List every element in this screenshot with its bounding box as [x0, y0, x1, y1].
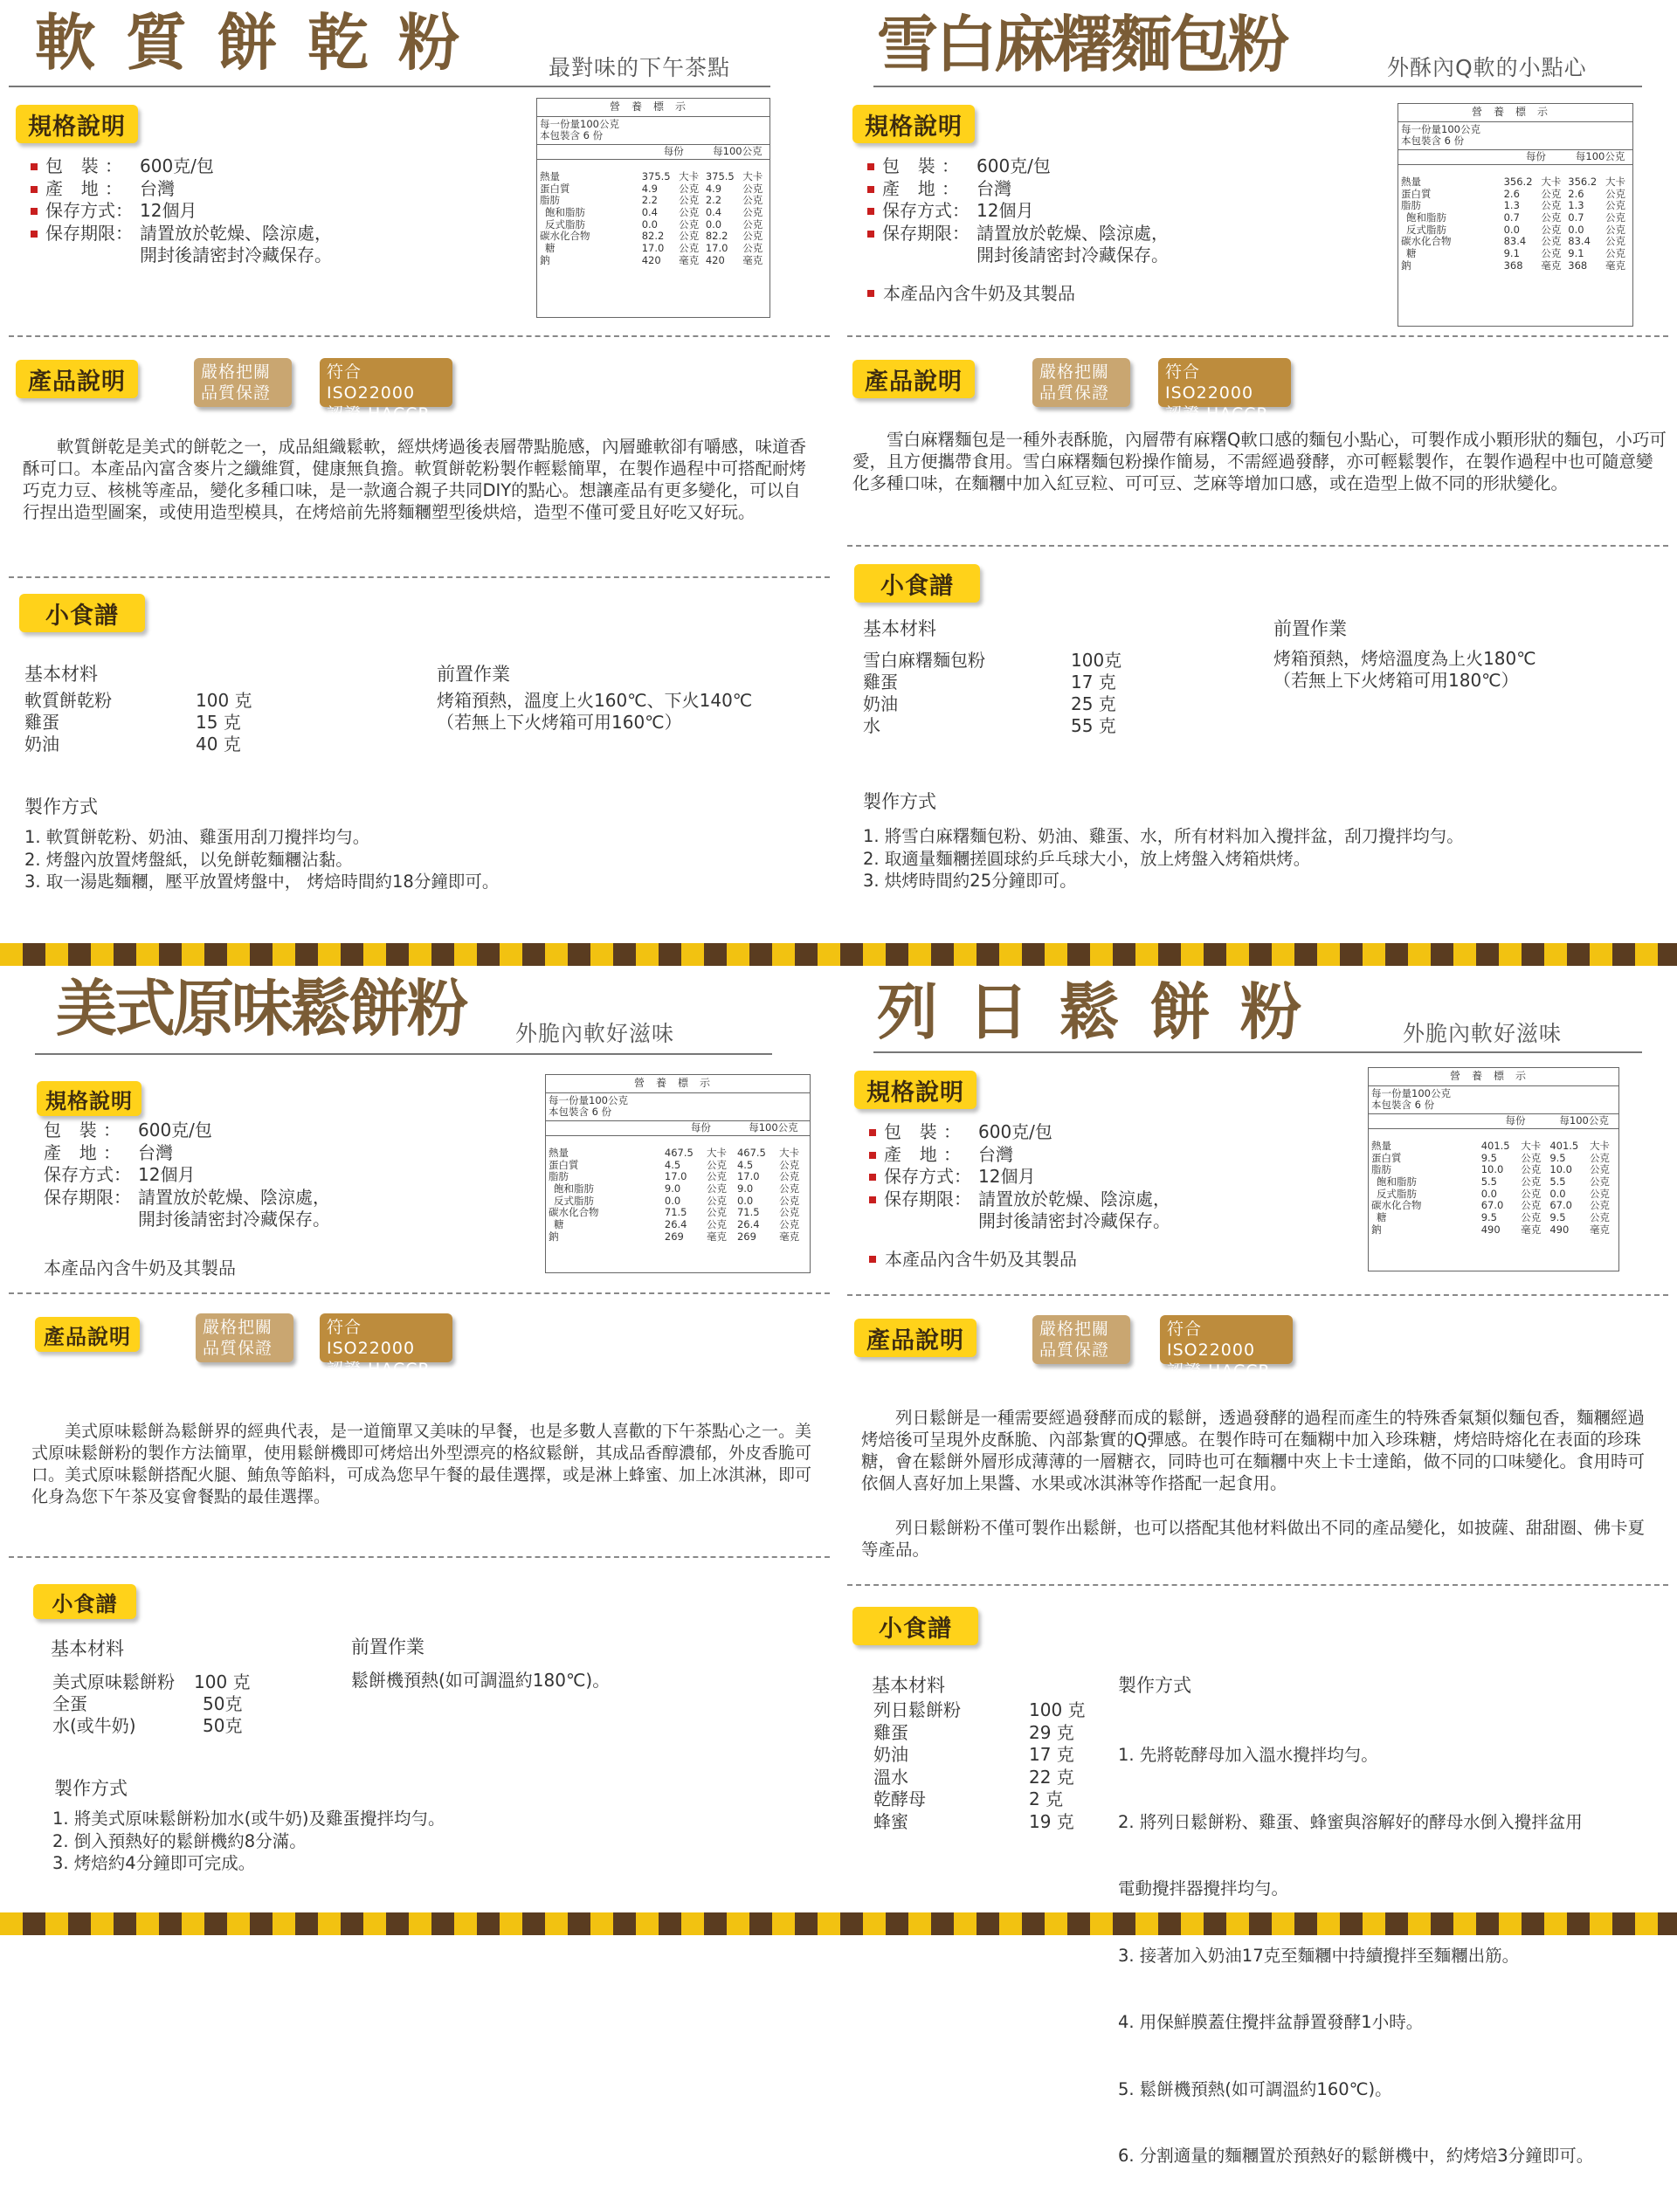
spec-list: 包 裝： 600克/包 產 地： 台灣 保存方式： 12個月 保存期限： 請置放於乾燥、陰涼處， 開封後請密封冷藏保存。	[28, 155, 332, 267]
ingredient-list: 雪白麻糬麵包粉 100克 雞蛋 17 克 奶油 25 克 水 55 克	[863, 650, 1122, 736]
nutrition-row: 脂肪 2.2 公克 2.2 公克	[540, 194, 763, 207]
quality-badge: 嚴格把關 品質保證	[196, 1313, 293, 1362]
certification-badge: 符合 ISO22000 認證 HACCP	[1158, 358, 1291, 407]
desc-header: 產品說明	[35, 1317, 140, 1352]
nutrition-serving: 每一份量100公克 本包裝含 6 份	[1369, 1086, 1618, 1114]
nutrition-row: 碳水化合物 82.2 公克 82.2 公克	[540, 230, 763, 243]
nutrition-row: 反式脂肪 0.0 公克 0.0 公克	[1406, 223, 1626, 236]
product-description: 美式原味鬆餅為鬆餅界的經典代表，是一道簡單又美味的早餐，也是多數人喜歡的下午茶點心之一。美式原味鬆餅粉的製作方法簡單，使用鬆餅機即可烤焙出外型漂亮的格紋鬆餅，其成品香醇濃郁，外皮香脆可口。美式原味鬆餅搭配火腿、鮪魚等餡料，可成為您早午餐的最佳選擇，或是淋上蜂蜜、加上冰淇淋，即可化身為您下午茶及宴會餐點的最佳選擇。	[31, 1422, 812, 1506]
section-divider	[9, 1292, 830, 1294]
nutrition-column-header: 每份 每100公克	[537, 145, 769, 160]
title-rule	[873, 86, 1642, 87]
nutrition-row: 蛋白質 9.5 公克 9.5 公克	[1371, 1151, 1610, 1164]
desc-header: 產品說明	[852, 360, 975, 398]
stripe-divider	[0, 943, 1677, 966]
nutrition-row: 鈉 420 毫克 420 毫克	[540, 253, 763, 266]
nutrition-row: 糖 17.0 公克 17.0 公克	[545, 242, 763, 255]
ingredients-header: 基本材料	[51, 1638, 124, 1659]
prep-text: 鬆餅機預熱(如可調溫約180℃)。	[351, 1670, 611, 1691]
nutrition-row: 反式脂肪 0.0 公克 0.0 公克	[545, 217, 763, 231]
certification-badge: 符合 ISO22000 認證 HACCP	[1160, 1315, 1293, 1364]
spec-header: 規格說明	[37, 1081, 141, 1116]
method-header: 製作方式	[1118, 1675, 1191, 1696]
ingredient-list: 列日鬆餅粉 100 克 雞蛋 29 克 奶油 17 克 溫水 22 克 乾酵母 2 克 蜂蜜 19 克	[873, 1699, 1086, 1832]
nutrition-serving: 每一份量100公克 本包裝含 6 份	[546, 1093, 810, 1121]
ingredients-header: 基本材料	[872, 1675, 945, 1696]
nutrition-row: 蛋白質 2.6 公克 2.6 公克	[1401, 187, 1626, 200]
nutrition-row: 飽和脂肪 5.5 公克 5.5 公克	[1377, 1175, 1610, 1188]
product-subtitle: 外脆內軟好滋味	[515, 1021, 675, 1046]
nutrition-row: 糖 9.1 公克 9.1 公克	[1406, 247, 1626, 260]
nutrition-serving: 每一份量100公克 本包裝含 6 份	[1398, 122, 1632, 150]
recipe-header: 小食譜	[854, 564, 980, 603]
nutrition-row: 脂肪 1.3 公克 1.3 公克	[1401, 199, 1626, 212]
section-divider	[847, 335, 1668, 337]
spec-list: 包 裝： 600克/包 產 地： 台灣 保存方式： 12個月 保存期限： 請置放於乾燥、陰涼處， 開封後請密封冷藏保存。	[866, 1121, 1170, 1233]
section-divider	[847, 1584, 1668, 1586]
product-panel-soft-cookie	[0, 0, 838, 943]
allergen-note: 本產品內含牛奶及其製品	[865, 279, 1075, 305]
spec-header: 規格說明	[16, 105, 138, 143]
certification-badge: 符合 ISO22000 認證 HACCP	[320, 358, 452, 407]
product-subtitle: 外脆內軟好滋味	[1403, 1021, 1563, 1046]
quality-badge: 嚴格把關 品質保證	[1032, 1315, 1130, 1364]
nutrition-title: 營養標示	[1369, 1068, 1618, 1086]
nutrition-row: 糖 26.4 公克 26.4 公克	[554, 1218, 800, 1231]
nutrition-column-header: 每份 每100公克	[546, 1121, 810, 1136]
nutrition-row: 碳水化合物 71.5 公克 71.5 公克	[549, 1206, 800, 1219]
nutrition-row: 熱量 375.5 大卡 375.5 大卡	[540, 169, 763, 183]
nutrition-row: 熱量 356.2 大卡 356.2 大卡	[1401, 175, 1626, 188]
section-divider	[847, 545, 1668, 547]
spec-header: 規格說明	[854, 1071, 977, 1109]
section-divider	[9, 576, 830, 578]
nutrition-title: 營養標示	[537, 99, 769, 117]
nutrition-row: 脂肪 10.0 公克 10.0 公克	[1371, 1163, 1610, 1176]
product-subtitle: 最對味的下午茶點	[549, 55, 731, 80]
title-rule	[9, 86, 770, 87]
product-title: 美式原味鬆餅粉	[56, 973, 466, 1044]
nutrition-row: 糖 9.5 公克 9.5 公克	[1377, 1211, 1610, 1224]
product-panel-american-waffle	[0, 968, 838, 1911]
quality-badge: 嚴格把關 品質保證	[1032, 358, 1130, 407]
title-rule	[873, 1051, 1642, 1053]
nutrition-row: 碳水化合物 67.0 公克 67.0 公克	[1371, 1199, 1610, 1212]
product-panel-liege-waffle	[838, 968, 1677, 2166]
nutrition-row: 鈉 490 毫克 490 毫克	[1371, 1223, 1610, 1236]
prep-text: 烤箱預熱，烤焙溫度為上火180℃ （若無上下火烤箱可用180℃）	[1273, 648, 1536, 691]
recipe-header: 小食譜	[852, 1607, 978, 1645]
nutrition-table	[1398, 103, 1633, 327]
product-title: 軟質餅乾粉	[35, 7, 489, 79]
nutrition-row: 蛋白質 4.9 公克 4.9 公克	[540, 182, 763, 195]
product-description: 雪白麻糬麵包是一種外表酥脆，內層帶有麻糬Q軟口感的麵包小點心，可製作成小顆形狀的麵包，小巧可愛，且方便攜帶食用。雪白麻糬麵包粉操作簡易，不需經過發酵，亦可輕鬆製作，在製作過程中也可隨意變化多種口味，在麵糰中加入紅豆粒、可可豆、芝麻等增加口感，或在造型上做不同的形狀變化。	[852, 430, 1667, 493]
ingredient-list: 美式原味鬆餅粉 100 克 全蛋 50克 水(或牛奶) 50克	[52, 1671, 251, 1736]
method-steps: 1. 將美式原味鬆餅粉加水(或牛奶)及雞蛋攪拌均勻。 2. 倒入預熱好的鬆餅機約8分滿。 3. 烤焙約4分鐘即可完成。	[52, 1809, 445, 1873]
method-header: 製作方式	[863, 791, 936, 812]
method-steps: 1. 先將乾酵母加入溫水攪拌均勻。 2. 將列日鬆餅粉、雞蛋、蜂蜜與溶解好的酵母水倒入攪拌盆用 電動攪拌器攪拌均勻。 3. 接著加入奶油17克至麵糰中持續攪拌至麵糰出筋。 4. 用保鮮膜蓋住攪拌盆靜置發酵1小時。 5. 鬆餅機預熱(如可調溫約160℃)。 6. 分割適量的麵糰置於預熱好的鬆餅機中，約烤焙3分鐘即可。	[1118, 1745, 1594, 2166]
certification-badge: 符合 ISO22000 認證 HACCP	[320, 1313, 452, 1362]
method-steps: 1. 將雪白麻糬麵包粉、奶油、雞蛋、水，所有材料加入攪拌盆，刮刀攪拌均勻。 2. 取適量麵糰搓圓球約乒乓球大小，放上烤盤入烤箱烘烤。 3. 烘烤時間約25分鐘即可。	[863, 826, 1464, 891]
nutrition-table	[545, 1074, 811, 1273]
method-steps: 1. 軟質餅乾粉、奶油、雞蛋用刮刀攪拌均勻。 2. 烤盤內放置烤盤紙，以免餅乾麵糰沾黏。 3. 取一湯匙麵糰，壓平放置烤盤中， 烤焙時間約18分鐘即可。	[24, 827, 500, 892]
nutrition-column-header: 每份 每100公克	[1398, 150, 1632, 165]
desc-header: 產品說明	[854, 1319, 977, 1357]
section-divider	[9, 1556, 830, 1558]
section-divider	[9, 335, 830, 337]
method-header: 製作方式	[24, 796, 98, 817]
nutrition-row: 蛋白質 4.5 公克 4.5 公克	[549, 1158, 800, 1171]
desc-header: 產品說明	[16, 360, 138, 398]
product-description: 列日鬆餅是一種需要經過發酵而成的鬆餅，透過發酵的過程而產生的特殊香氣類似麵包香，麵糰經過烤焙後可呈現外皮酥脆、內部紮實的Q彈感。在製作時可在麵糊中加入珍珠糖，烤焙時熔化在表面的珍珠糖，會在鬆餅外層形成薄薄的一層糖衣，同時也可在麵糰中夾上卡士達餡，做不同的口味變化。食用時可依個人喜好加上果醬、水果或冰淇淋等作搭配一起食用。 列日鬆餅粉不僅可製作出鬆餅，也可以搭配其他材料做出不同的產品變化，如披薩、甜甜圈、佛卡夏等產品。	[861, 1408, 1646, 1560]
prep-header: 前置作業	[351, 1637, 424, 1657]
spec-list: 包 裝： 600克/包 產 地： 台灣 保存方式： 12個月 保存期限： 請置放於乾燥、陰涼處， 開封後請密封冷藏保存。	[44, 1120, 330, 1230]
product-title: 雪白麻糬麵包粉	[877, 9, 1287, 80]
ingredient-list: 軟質餅乾粉 100 克 雞蛋 15 克 奶油 40 克	[24, 690, 252, 755]
product-title: 列日鬆餅粉	[877, 976, 1331, 1048]
allergen-note: 本產品內含牛奶及其製品	[44, 1258, 236, 1278]
nutrition-row: 碳水化合物 83.4 公克 83.4 公克	[1401, 235, 1626, 248]
allergen-note: 本產品內含牛奶及其製品	[866, 1245, 1077, 1271]
recipe-header: 小食譜	[19, 594, 145, 632]
nutrition-title: 營養標示	[1398, 104, 1632, 122]
nutrition-row: 飽和脂肪 9.0 公克 9.0 公克	[554, 1182, 800, 1195]
nutrition-title: 營養標示	[546, 1075, 810, 1093]
title-rule	[35, 1053, 772, 1055]
nutrition-serving: 每一份量100公克 本包裝含 6 份	[537, 117, 769, 145]
prep-header: 前置作業	[1273, 618, 1347, 639]
nutrition-row: 飽和脂肪 0.7 公克 0.7 公克	[1406, 210, 1626, 224]
nutrition-table	[536, 98, 770, 318]
product-description: 軟質餅乾是美式的餅乾之一，成品組織鬆軟，經烘烤過後表層帶點脆感，內層雖軟卻有嚼感，味道香酥可口。本產品內富含麥片之纖維質，健康無負擔。軟質餅乾粉製作輕鬆簡單，在製作過程中可搭配耐烤巧克力豆、核桃等產品，變化多種口味，是一款適合親子共同DIY的點心。想讓產品有更多變化，可以自行捏出造型圖案，或使用造型模具，在烤焙前先將麵糰塑型後烘焙，造型不僅可愛且好吃又好玩。	[23, 437, 807, 522]
product-panel-mochi-bread	[838, 0, 1677, 943]
ingredients-header: 基本材料	[24, 664, 98, 685]
prep-text: 烤箱預熱，溫度上火160℃、下火140℃ （若無上下火烤箱可用160℃）	[437, 690, 753, 733]
nutrition-row: 反式脂肪 0.0 公克 0.0 公克	[554, 1194, 800, 1207]
product-subtitle: 外酥內Q軟的小點心	[1387, 55, 1587, 80]
ingredients-header: 基本材料	[863, 618, 936, 639]
quality-badge: 嚴格把關 品質保證	[194, 358, 292, 407]
section-divider	[847, 1294, 1668, 1296]
nutrition-row: 鈉 368 毫克 368 毫克	[1401, 258, 1626, 272]
nutrition-row: 飽和脂肪 0.4 公克 0.4 公克	[545, 205, 763, 218]
nutrition-row: 脂肪 17.0 公克 17.0 公克	[549, 1170, 800, 1183]
nutrition-row: 熱量 401.5 大卡 401.5 大卡	[1371, 1139, 1610, 1152]
nutrition-row: 鈉 269 毫克 269 毫克	[549, 1230, 800, 1243]
stripe-divider-bottom	[0, 1912, 1677, 1935]
prep-header: 前置作業	[437, 664, 510, 685]
method-header: 製作方式	[54, 1778, 128, 1799]
nutrition-column-header: 每份 每100公克	[1369, 1114, 1618, 1129]
spec-header: 規格說明	[852, 105, 975, 143]
nutrition-row: 反式脂肪 0.0 公克 0.0 公克	[1377, 1187, 1610, 1200]
nutrition-table	[1368, 1067, 1619, 1271]
spec-list: 包 裝： 600克/包 產 地： 台灣 保存方式： 12個月 保存期限： 請置放於乾燥、陰涼處， 開封後請密封冷藏保存。	[865, 155, 1169, 267]
recipe-header: 小食譜	[33, 1584, 136, 1619]
nutrition-row: 熱量 467.5 大卡 467.5 大卡	[549, 1146, 800, 1159]
